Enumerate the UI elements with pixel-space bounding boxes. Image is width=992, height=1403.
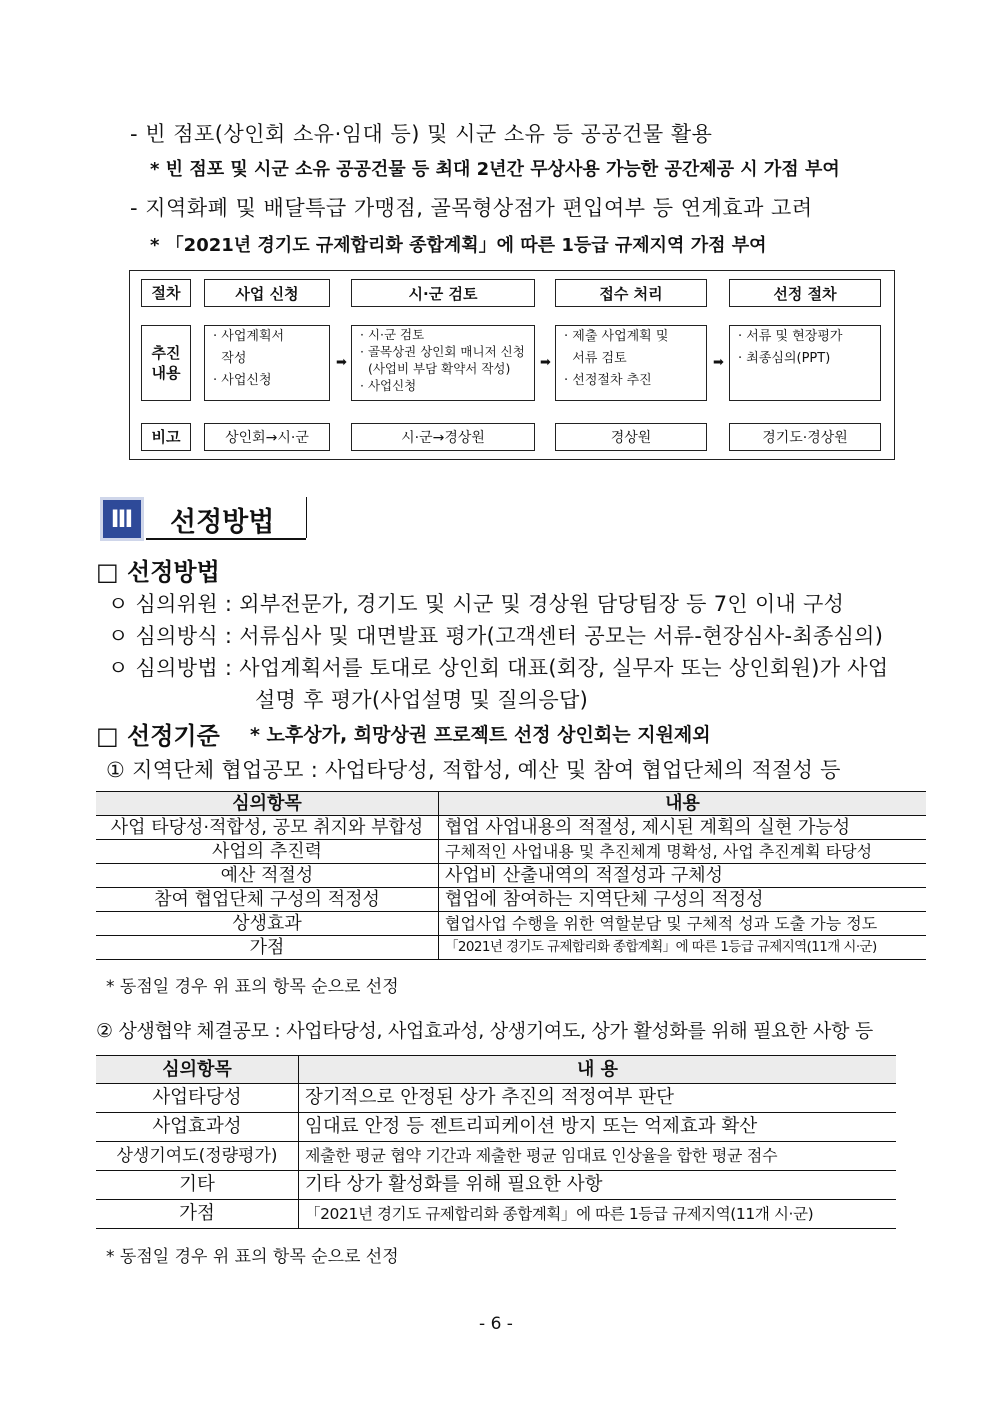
intro-bullet-2: - 지역화폐 및 배달특급 가맹점, 골목형상점가 편입여부 등 연계효과 고려 <box>130 196 813 220</box>
table-row <box>96 840 926 864</box>
table-header-row <box>96 792 926 816</box>
table-cell: 가점 <box>96 936 439 960</box>
table-cell: 제출한 평균 협약 기간과 제출한 평균 임대료 인상율을 합한 평균 점수 <box>299 1142 897 1171</box>
flow-step-1-content <box>204 325 330 401</box>
flow-step-2-line: · 사업신청 <box>360 378 417 393</box>
section-underline <box>146 538 306 540</box>
table-header: 심의항목 <box>96 792 439 816</box>
table-row <box>96 912 926 936</box>
table-cell: 기타 상가 활성화를 위해 필요한 사항 <box>299 1171 897 1200</box>
table-cell: 사업 타당성·적합성, 공모 취지와 부합성 <box>96 816 439 840</box>
table-row <box>96 816 926 840</box>
table-row <box>96 1171 896 1200</box>
section-divider <box>306 497 307 538</box>
flow-step-1-line: 작성 <box>213 351 247 366</box>
criteria-sub-1: ① 지역단체 협업공모 : 사업타당성, 적합성, 예산 및 참여 협업단체의 적절성 등 <box>106 758 841 782</box>
flow-step-4-line: · 최종심의(PPT) <box>738 351 831 366</box>
flow-step-2-line: · 시·군 검토 <box>360 327 425 342</box>
intro-bullet-1: - 빈 점포(상인회 소유·임대 등) 및 시군 소유 등 공공건물 활용 <box>130 122 713 146</box>
page-number: - 6 - <box>479 1314 513 1334</box>
flow-row-label-remark: 비고 <box>141 423 191 451</box>
flow-step-3-title: 접수 처리 <box>555 279 707 307</box>
flow-step-3-line: · 제출 사업계획 및 <box>564 329 669 344</box>
section-number-badge: Ⅲ <box>100 497 144 541</box>
section-title: 선정방법 <box>170 507 275 538</box>
table-row <box>96 1113 896 1142</box>
criteria-heading-note: * 노후상가, 희망상권 프로젝트 선정 상인회는 지원제외 <box>250 724 711 746</box>
criteria-heading: □ 선정기준 <box>96 722 220 750</box>
table-header: 내 용 <box>299 1056 897 1084</box>
table-cell: 참여 협업단체 구성의 적정성 <box>96 888 439 912</box>
table-cell: 장기적으로 안정된 상가 추진의 적정여부 판단 <box>299 1084 897 1113</box>
table-cell: 구체적인 사업내용 및 추진체계 명확성, 사업 추진계획 타당성 <box>439 840 927 864</box>
table-row <box>96 888 926 912</box>
flow-step-1-remark: 상인회→시·군 <box>204 423 330 451</box>
method-item-1: ㅇ 심의위원 : 외부전문가, 경기도 및 시군 및 경상원 담당팀장 등 7인 이내 구성 <box>108 592 845 616</box>
footnote-2: * 동점일 경우 위 표의 항목 순으로 선정 <box>106 1247 399 1267</box>
table-cell: 사업의 추진력 <box>96 840 439 864</box>
table-cell: 가점 <box>96 1200 299 1229</box>
table-cell: 예산 적절성 <box>96 864 439 888</box>
flow-step-4-remark: 경기도·경상원 <box>729 423 881 451</box>
method-item-3-cont: 설명 후 평가(사업설명 및 질의응답) <box>255 688 589 712</box>
method-item-2: ㅇ 심의방식 : 서류심사 및 대면발표 평가(고객센터 공모는 서류-현장심사-최종심의) <box>108 624 884 648</box>
table-header: 심의항목 <box>96 1056 299 1084</box>
method-heading: □ 선정방법 <box>96 558 220 586</box>
flow-step-1-line: · 사업계획서 <box>213 329 285 344</box>
table-cell: 사업타당성 <box>96 1084 299 1113</box>
criteria-table-1 <box>96 791 926 960</box>
table-header: 내용 <box>439 792 927 816</box>
intro-note-2: * 「2021년 경기도 규제합리화 종합계획」에 따른 1등급 규제지역 가점 부여 <box>150 235 767 256</box>
process-flow-diagram <box>129 270 895 460</box>
flow-step-3-line: 서류 검토 <box>564 351 627 366</box>
table-row <box>96 864 926 888</box>
table-cell: 협업에 참여하는 지역단체 구성의 적정성 <box>439 888 927 912</box>
table-cell: 「2021년 경기도 규제합리화 종합계획」에 따른 1등급 규제지역(11개 시·군) <box>299 1200 897 1229</box>
table-cell: 협업 사업내용의 적절성, 제시된 계획의 실현 가능성 <box>439 816 927 840</box>
flow-step-3-content <box>555 325 707 401</box>
arrow-right-icon: ➡ <box>713 355 724 370</box>
table-cell: 사업비 산출내역의 적절성과 구체성 <box>439 864 927 888</box>
table-row <box>96 936 926 960</box>
flow-step-1-title: 사업 신청 <box>204 279 330 307</box>
table-row <box>96 1142 896 1171</box>
table-cell: 사업효과성 <box>96 1113 299 1142</box>
flow-step-3-line: · 선정절차 추진 <box>564 373 652 388</box>
table-cell: 상생효과 <box>96 912 439 936</box>
flow-step-2-content <box>351 325 535 401</box>
table-row <box>96 1084 896 1113</box>
flow-row-label-content: 추진 내용 <box>141 325 191 401</box>
flow-step-2-remark: 시·군→경상원 <box>351 423 535 451</box>
table-cell: 상생기여도(정량평가) <box>96 1142 299 1171</box>
table-header-row <box>96 1056 896 1084</box>
table-cell: 「2021년 경기도 규제합리화 종합계획」에 따른 1등급 규제지역(11개 시·군) <box>439 936 927 960</box>
arrow-right-icon: ➡ <box>336 355 347 370</box>
flow-step-4-line: · 서류 및 현장평가 <box>738 329 843 344</box>
flow-step-3-remark: 경상원 <box>555 423 707 451</box>
arrow-right-icon: ➡ <box>540 355 551 370</box>
footnote-1: * 동점일 경우 위 표의 항목 순으로 선정 <box>106 977 399 997</box>
flow-step-4-content <box>729 325 881 401</box>
flow-step-2-line: (사업비 부담 확약서 작성) <box>360 361 511 376</box>
table-row <box>96 1200 896 1229</box>
method-item-3: ㅇ 심의방법 : 사업계획서를 토대로 상인회 대표(회장, 실무자 또는 상인회원)가 사업 <box>108 656 889 680</box>
flow-step-2-line: · 골목상권 상인회 매니저 신청 <box>360 344 525 359</box>
table-cell: 기타 <box>96 1171 299 1200</box>
intro-note-1: * 빈 점포 및 시군 소유 공공건물 등 최대 2년간 무상사용 가능한 공간제공 시 가점 부여 <box>150 159 840 180</box>
flow-row-label-step: 절차 <box>141 279 191 307</box>
flow-step-2-title: 시·군 검토 <box>351 279 535 307</box>
criteria-sub-2: ② 상생협약 체결공모 : 사업타당성, 사업효과성, 상생기여도, 상가 활성화를 위해 필요한 사항 등 <box>96 1020 873 1042</box>
criteria-table-2 <box>96 1055 896 1229</box>
flow-step-4-title: 선정 절차 <box>729 279 881 307</box>
table-cell: 협업사업 수행을 위한 역할분담 및 구체적 성과 도출 가능 정도 <box>439 912 927 936</box>
flow-step-1-line: · 사업신청 <box>213 373 272 388</box>
table-cell: 임대료 안정 등 젠트리피케이션 방지 또는 억제효과 확산 <box>299 1113 897 1142</box>
